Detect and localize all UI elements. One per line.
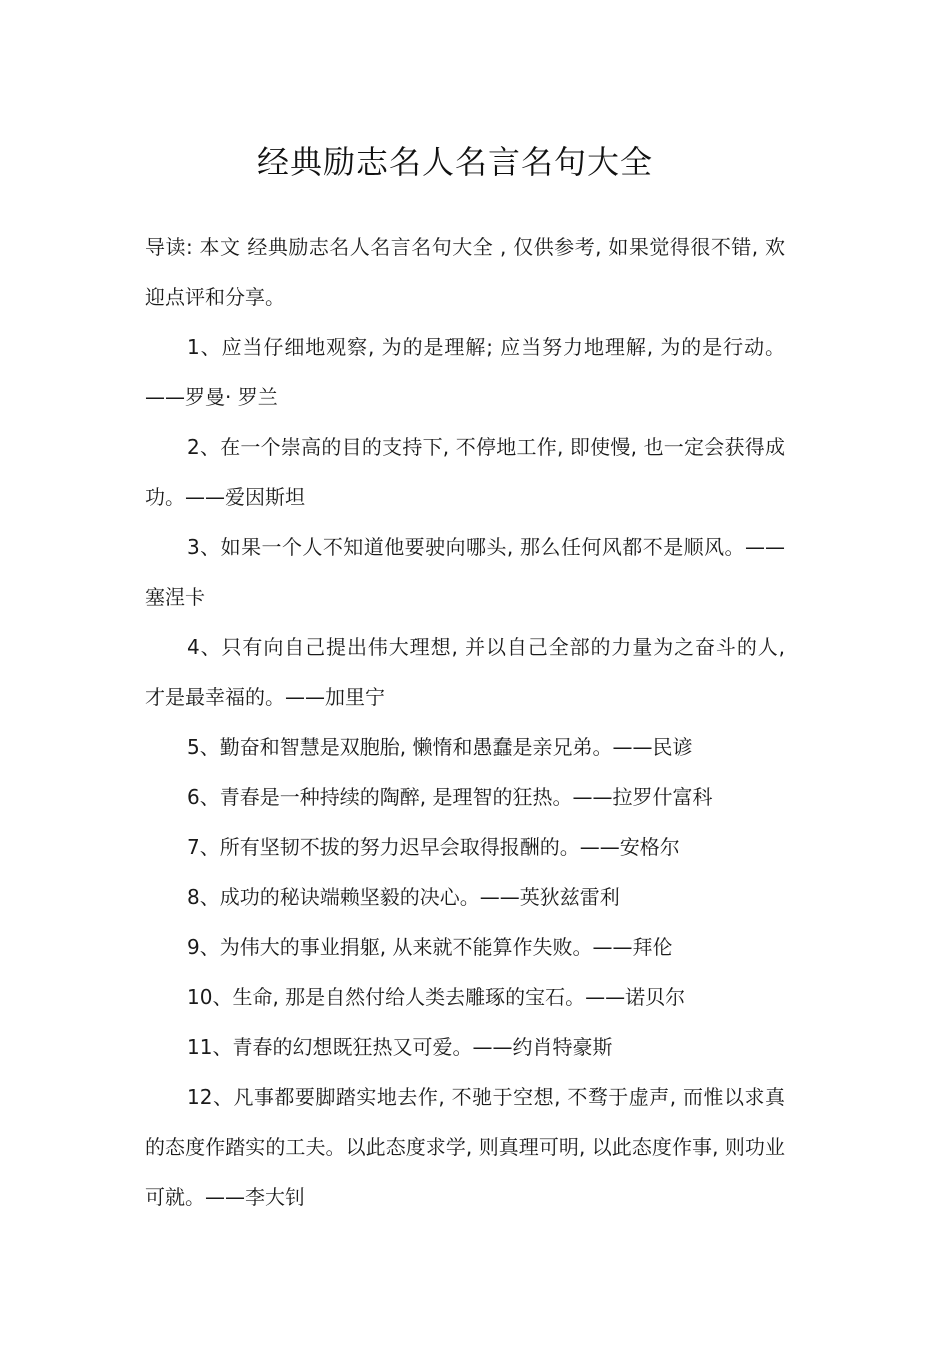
quote-paragraph: 11、青春的幻想既狂热又可爱。——约肖特豪斯	[187, 1035, 613, 1059]
quote-paragraph: 5、勤奋和智慧是双胞胎, 懒惰和愚蠢是亲兄弟。——民谚	[187, 735, 693, 759]
quote-paragraph: 2、在一个崇高的目的支持下, 不停地工作, 即使慢, 也一定会获得成功。——爱因斯坦	[145, 435, 785, 509]
quote-paragraph: 10、生命, 那是自然付给人类去雕琢的宝石。——诺贝尔	[187, 985, 686, 1009]
quote-paragraph: 9、为伟大的事业捐躯, 从来就不能算作失败。——拜伦	[187, 935, 673, 959]
quote-paragraph: 7、所有坚韧不拔的努力迟早会取得报酬的。——安格尔	[187, 835, 680, 859]
quote-paragraph: 4、只有向自己提出伟大理想, 并以自己全部的力量为之奋斗的人, 才是最幸福的。——加里宁	[145, 635, 785, 709]
intro-paragraph: 导读: 本文 经典励志名人名言名句大全 , 仅供参考, 如果觉得很不错, 欢迎点评和分享。	[145, 235, 785, 309]
quote-paragraph: 8、成功的秘诀端赖坚毅的决心。——英狄兹雷利	[187, 885, 620, 909]
document-body	[145, 222, 785, 1222]
quote-paragraph: 6、青春是一种持续的陶醉, 是理智的狂热。——拉罗什富科	[187, 785, 713, 809]
quote-paragraph: 1、应当仔细地观察, 为的是理解; 应当努力地理解, 为的是行动。——罗曼· 罗兰	[145, 335, 785, 409]
document-title: 经典励志名人名言名句大全	[256, 143, 653, 181]
quote-paragraph: 3、如果一个人不知道他要驶向哪头, 那么任何风都不是顺风。——塞涅卡	[145, 535, 785, 609]
quote-paragraph: 12、凡事都要脚踏实地去作, 不驰于空想, 不骛于虚声, 而惟以求真的态度作踏实的工夫。以此态度求学, 则真理可明, 以此态度作事, 则功业可就。——李大钊	[145, 1085, 785, 1209]
